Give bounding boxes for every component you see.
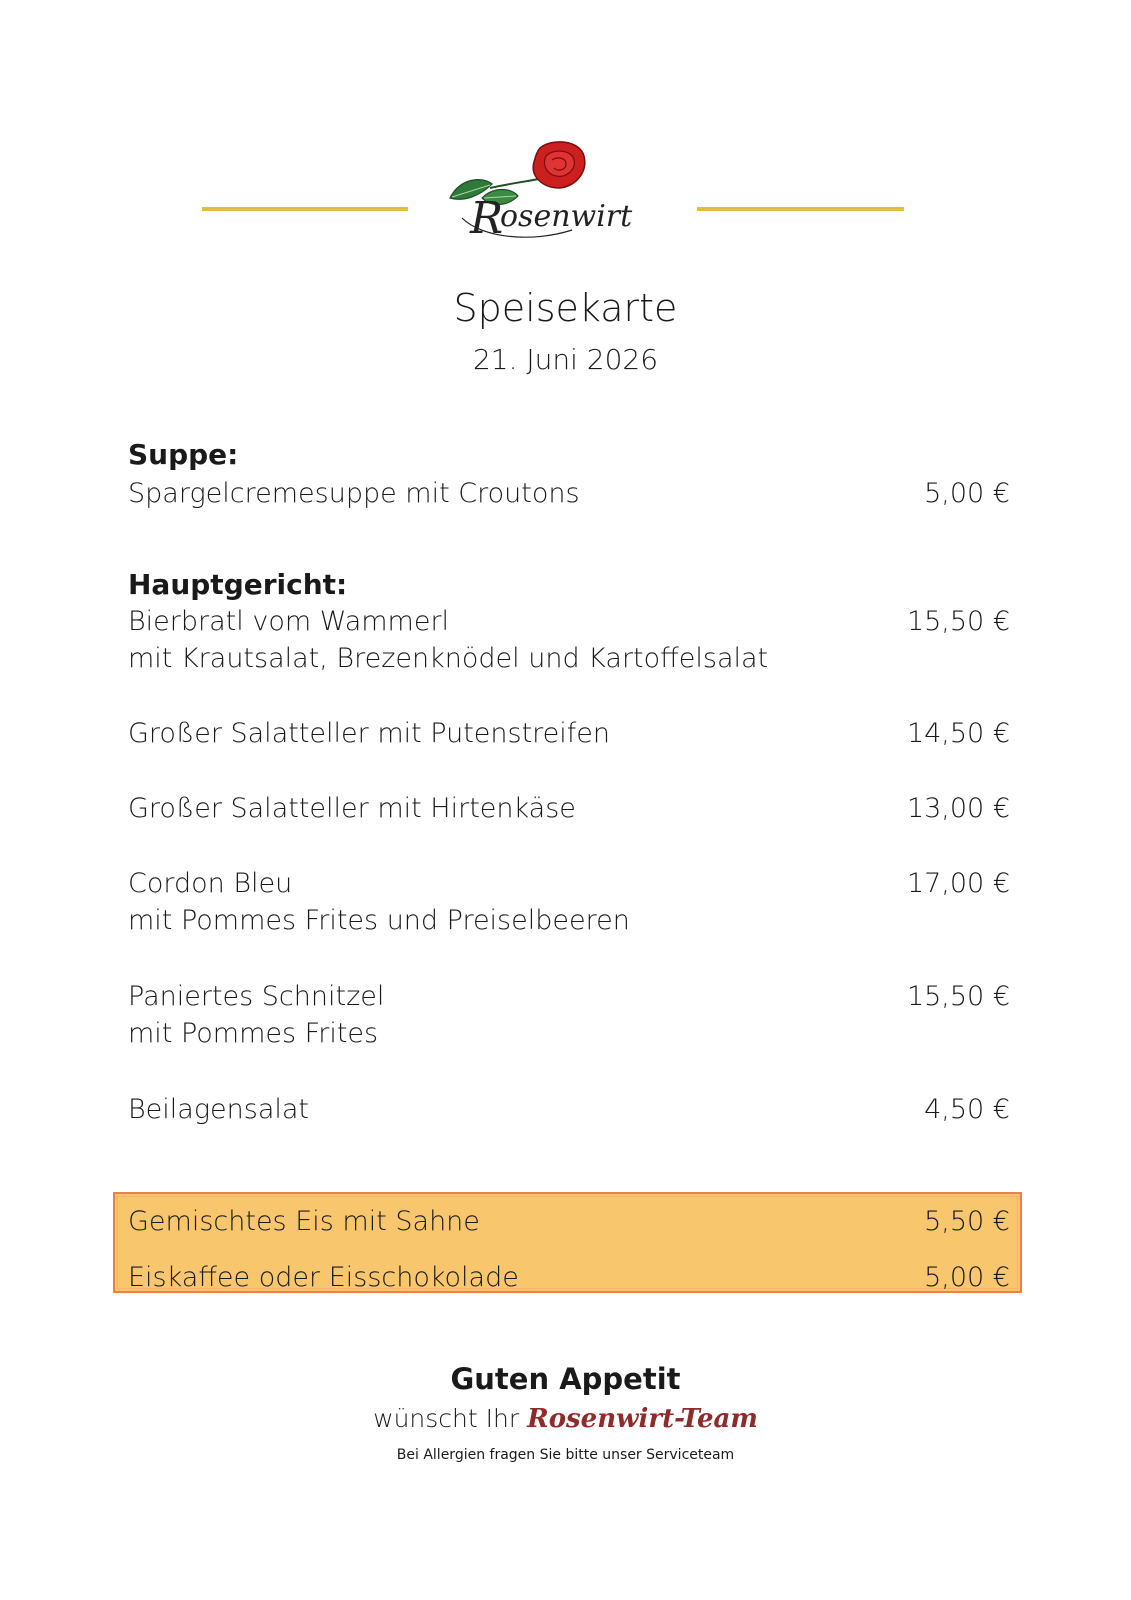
menu-item-price: 5,00 € [924,478,1010,509]
allergy-note: Bei Allergien fragen Sie bitte unser Serviceteam [396,1447,735,1463]
menu-item-name: Bierbratl vom Wammerl [128,606,450,637]
wishes-prefix: wünscht Ihr [373,1404,520,1433]
menu-item [128,793,1010,833]
menu-item-dessert [128,1206,1010,1246]
closing-text: Guten Appetit [450,1362,681,1396]
menu-item-name: Beilagensalat [128,1094,310,1125]
menu-item [128,718,1010,758]
menu-date: 21. Juni 2026 [472,343,659,376]
menu-item-price: 17,00 € [906,868,1010,899]
menu-item-dessert [128,1262,1010,1302]
menu-item-price: 5,00 € [924,1262,1010,1293]
decorative-rule-left [202,207,408,211]
menu-item-price: 5,50 € [924,1206,1010,1237]
menu-item [128,1094,1010,1134]
section-heading-main: Hauptgericht: [128,568,348,601]
menu-item-description: mit Pommes Frites und Preiselbeeren [128,905,630,936]
menu-item-name: Paniertes Schnitzel [128,981,385,1012]
menu-item-name: Gemischtes Eis mit Sahne [128,1206,480,1237]
rosenwirt-logo [442,138,692,253]
menu-item-price: 13,00 € [906,793,1010,824]
menu-item-name: Großer Salatteller mit Hirtenkäse [128,793,576,824]
menu-item-name: Großer Salatteller mit Putenstreifen [128,718,611,749]
menu-item [128,868,1010,908]
menu-item-price: 14,50 € [906,718,1010,749]
menu-item-description: mit Krautsalat, Brezenknödel und Kartoffelsalat [128,643,769,674]
section-heading-soup: Suppe: [128,438,239,471]
menu-item-description: mit Pommes Frites [128,1018,379,1049]
menu-item [128,478,1010,518]
menu-item-price: 15,50 € [906,981,1010,1012]
decorative-rule-right [697,207,904,211]
menu-item-price: 4,50 € [924,1094,1010,1125]
menu-item-name: Eiskaffee oder Eisschokolade [128,1262,519,1293]
svg-text:osenwirt: osenwirt [500,199,633,234]
menu-item [128,606,1010,646]
wishes-line [0,1404,1131,1434]
team-name: Rosenwirt-Team [527,1404,758,1434]
menu-item-name: Cordon Bleu [128,868,293,899]
svg-text:R: R [470,193,504,244]
page-title: Speisekarte [453,286,678,330]
menu-item [128,981,1010,1021]
menu-item-price: 15,50 € [906,606,1010,637]
menu-item-name: Spargelcremesuppe mit Croutons [128,478,580,509]
